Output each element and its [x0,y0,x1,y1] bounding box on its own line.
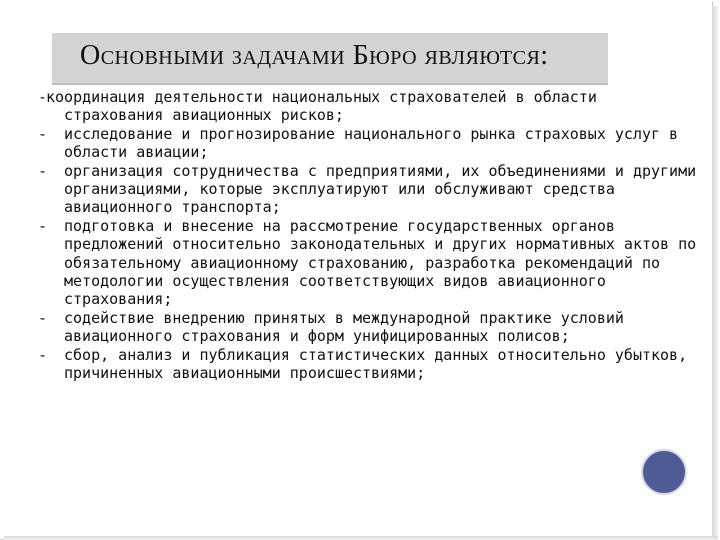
list-item-text: сбор, анализ и публикация статистических данных относительно убытков, причиненных авиационными происшествиями; [64,345,688,383]
list-item-text: координация деятельности национальных страхователей в области страхования авиационных рисков; [46,88,597,125]
list-item-text: подготовка и внесение на рассмотрение государственных органов предложений относительно законодательных и других нормативных актов по обязательному авиационному страхованию, разработка рекомендаций по методологии осуществления соответствующих видов авиационного страхования; [64,216,697,309]
list-item [38,309,698,346]
bullet-dash: - [38,161,48,180]
list-item [38,346,698,383]
list-item-text: организация сотрудничества с предприятиями, их объединениями и другими организациями, которые эксплуатируют или обслуживают средства авиационного транспорта; [64,161,697,217]
bullet-dash: - [38,308,48,327]
decorative-circle [641,449,687,495]
slide-title: Основными задачами Бюро являются: [80,40,549,71]
title-box [52,33,608,85]
bullet-dash: - [38,124,48,143]
task-list [38,88,698,383]
list-item [38,88,698,125]
bullet-dash: - [38,88,48,106]
list-item [38,162,698,217]
list-item [38,217,698,309]
frame-shadow-bottom [4,536,718,540]
list-item [38,125,698,162]
list-item-text: содействие внедрению принятых в международной практике условий авиационного страхования и форм унифицированных полисов; [64,308,624,346]
frame-shadow-right [712,6,718,540]
list-item-text: исследование и прогнозирование национального рынка страховых услуг в области авиации; [64,124,679,162]
bullet-dash: - [38,345,48,364]
bullet-dash: - [38,216,48,235]
